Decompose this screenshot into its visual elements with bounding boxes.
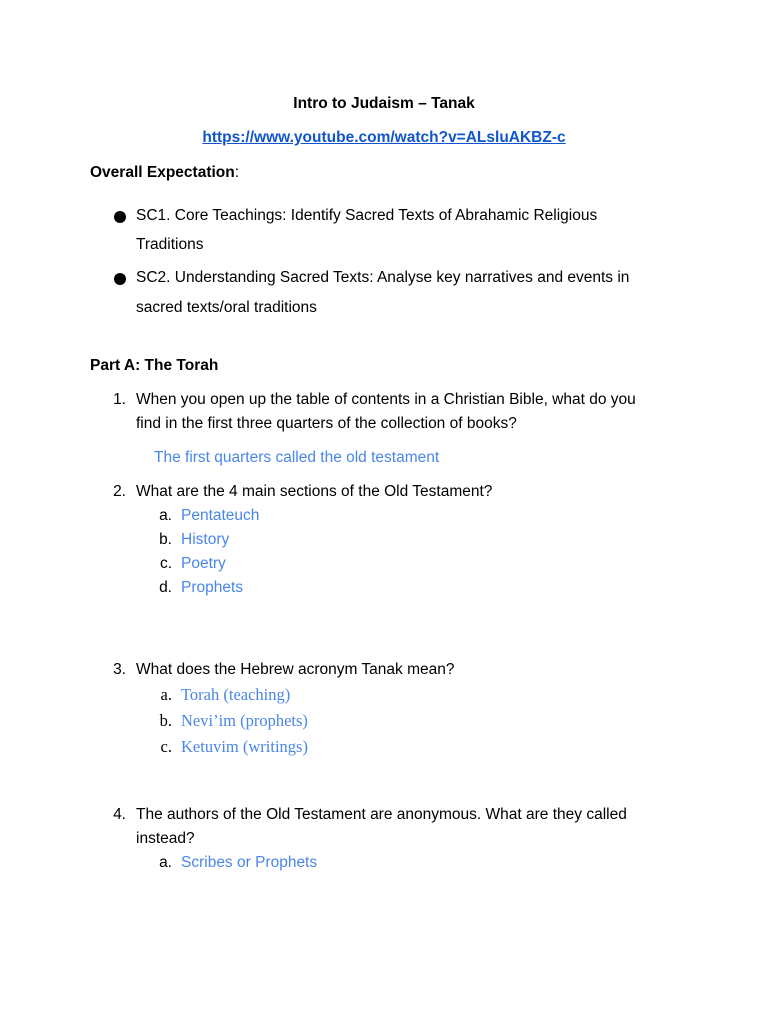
question-4-line2: instead? xyxy=(136,830,195,847)
overall-expectation-colon: : xyxy=(234,164,240,181)
question-1-line2: find in the first three quarters of the collection of books? xyxy=(136,415,517,432)
question-4-number: 4. xyxy=(113,806,126,823)
question-2-number: 2. xyxy=(113,483,126,500)
question-2-item-d: Prophets xyxy=(181,579,244,596)
question-1-answer: The first quarters called the old testament xyxy=(154,449,440,466)
bullet-icon xyxy=(114,273,126,285)
question-1-number: 1. xyxy=(113,391,126,408)
question-3-item-b-letter: b. xyxy=(159,711,172,730)
question-2-item-b-letter: b. xyxy=(159,531,172,548)
question-2-item-d-letter: d. xyxy=(159,579,172,596)
question-4-item-a-letter: a. xyxy=(159,854,172,871)
question-2-item-c: Poetry xyxy=(181,555,226,572)
question-3-number: 3. xyxy=(113,661,126,678)
question-3-line1: What does the Hebrew acronym Tanak mean? xyxy=(136,661,455,678)
bullet-icon xyxy=(114,211,126,223)
expectation-sc1-line2: Traditions xyxy=(136,236,204,253)
question-2-item-c-letter: c. xyxy=(159,555,172,572)
overall-expectation-heading xyxy=(90,164,239,182)
question-3-item-a-letter: a. xyxy=(160,685,172,704)
document-title: Intro to Judaism – Tanak xyxy=(293,95,475,112)
question-3-item-b: Nevi’im (prophets) xyxy=(181,711,308,730)
question-3-item-c-letter: c. xyxy=(160,737,172,756)
question-3-item-a: Torah (teaching) xyxy=(181,685,291,704)
question-3-item-c: Ketuvim (writings) xyxy=(181,737,308,756)
question-4-line1: The authors of the Old Testament are anonymous. What are they called xyxy=(136,806,627,823)
question-2-item-a-letter: a. xyxy=(159,507,172,524)
part-a-heading: Part A: The Torah xyxy=(90,357,219,374)
question-4-item-a: Scribes or Prophets xyxy=(181,854,318,871)
overall-expectation-label: Overall Expectation xyxy=(90,164,235,181)
expectation-sc2-line2: sacred texts/oral traditions xyxy=(136,299,317,316)
expectation-sc2-line1: SC2. Understanding Sacred Texts: Analyse key narratives and events in xyxy=(136,269,630,286)
video-link[interactable]: https://www.youtube.com/watch?v=ALsluAKBZ-c xyxy=(202,129,566,146)
question-2-line1: What are the 4 main sections of the Old Testament? xyxy=(136,483,493,500)
expectation-sc1-line1: SC1. Core Teachings: Identify Sacred Texts of Abrahamic Religious xyxy=(136,207,598,224)
question-1-line1: When you open up the table of contents in a Christian Bible, what do you xyxy=(136,391,636,408)
question-2-item-b: History xyxy=(181,531,230,548)
question-2-item-a: Pentateuch xyxy=(181,507,260,524)
